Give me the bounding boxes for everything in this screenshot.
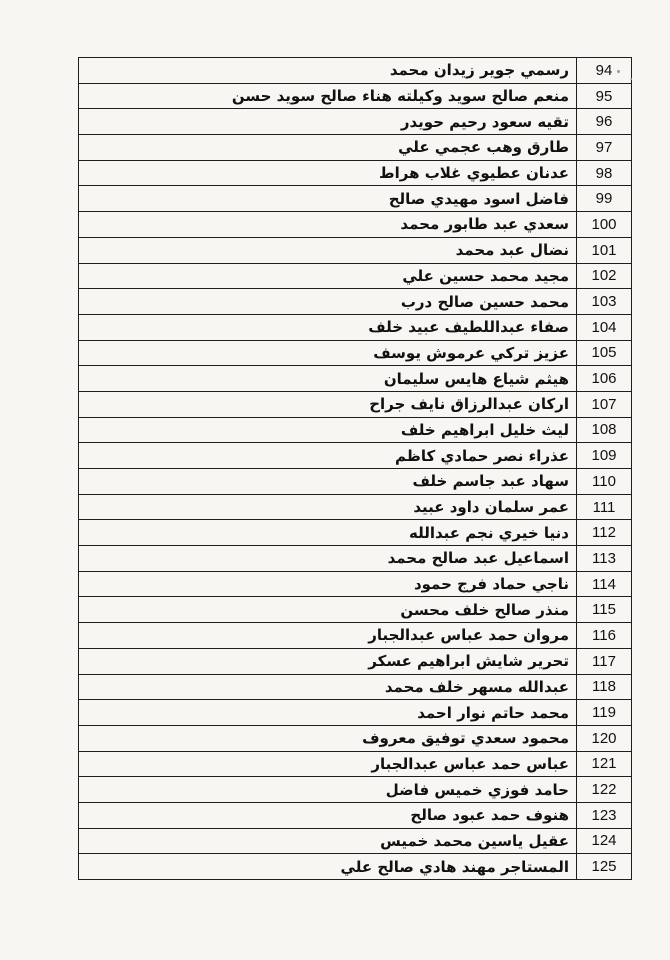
table-row bbox=[79, 725, 632, 751]
table-row bbox=[79, 854, 632, 880]
person-name-cell: عبدالله مسهر خلف محمد bbox=[79, 674, 577, 700]
row-number-cell: 107 bbox=[577, 391, 632, 417]
row-number-cell: 118 bbox=[577, 674, 632, 700]
row-number-cell: 117 bbox=[577, 648, 632, 674]
row-number-cell: 115 bbox=[577, 597, 632, 623]
row-number-cell: 121 bbox=[577, 751, 632, 777]
row-number-cell: 109 bbox=[577, 443, 632, 469]
table-row bbox=[79, 237, 632, 263]
table-row bbox=[79, 289, 632, 315]
table-row bbox=[79, 700, 632, 726]
names-table-body bbox=[79, 58, 632, 880]
table-row bbox=[79, 469, 632, 495]
row-number-cell: 123 bbox=[577, 802, 632, 828]
person-name-cell: عباس حمد عباس عبدالجبار bbox=[79, 751, 577, 777]
row-number-cell: 94 bbox=[577, 58, 632, 84]
row-number-cell: 111 bbox=[577, 494, 632, 520]
row-number-cell: 106 bbox=[577, 366, 632, 392]
row-number-cell: 112 bbox=[577, 520, 632, 546]
table-row bbox=[79, 212, 632, 238]
row-number-cell: 105 bbox=[577, 340, 632, 366]
table-row bbox=[79, 135, 632, 161]
table-row bbox=[79, 109, 632, 135]
person-name-cell: هنوف حمد عبود صالح bbox=[79, 802, 577, 828]
row-number-cell: 122 bbox=[577, 777, 632, 803]
person-name-cell: منعم صالح سويد وكيلته هناء صالح سويد حسن bbox=[79, 83, 577, 109]
row-number-cell: 98 bbox=[577, 160, 632, 186]
speck-mark bbox=[617, 70, 620, 73]
person-name-cell: محمد حاتم نوار احمد bbox=[79, 700, 577, 726]
table-row bbox=[79, 417, 632, 443]
row-number-cell: 114 bbox=[577, 571, 632, 597]
person-name-cell: ليث خليل ابراهيم خلف bbox=[79, 417, 577, 443]
table-row bbox=[79, 546, 632, 572]
row-number-cell: 120 bbox=[577, 725, 632, 751]
table-row bbox=[79, 494, 632, 520]
person-name-cell: عمر سلمان داود عبيد bbox=[79, 494, 577, 520]
row-number-cell: 125 bbox=[577, 854, 632, 880]
row-number-cell: 101 bbox=[577, 237, 632, 263]
person-name-cell: دنيا خيري نجم عبدالله bbox=[79, 520, 577, 546]
table-row bbox=[79, 263, 632, 289]
person-name-cell: عذراء نصر حمادي كاظم bbox=[79, 443, 577, 469]
row-number-cell: 119 bbox=[577, 700, 632, 726]
table-row bbox=[79, 340, 632, 366]
row-number-cell: 99 bbox=[577, 186, 632, 212]
person-name-cell: هيثم شياع هايس سليمان bbox=[79, 366, 577, 392]
speck-mark bbox=[630, 78, 632, 80]
table-row bbox=[79, 802, 632, 828]
row-number-cell: 102 bbox=[577, 263, 632, 289]
table-row bbox=[79, 597, 632, 623]
person-name-cell: منذر صالح خلف محسن bbox=[79, 597, 577, 623]
table-row bbox=[79, 366, 632, 392]
person-name-cell: فاضل اسود مهيدي صالح bbox=[79, 186, 577, 212]
table-row bbox=[79, 648, 632, 674]
person-name-cell: ناجي حماد فرج حمود bbox=[79, 571, 577, 597]
person-name-cell: حامد فوزي خميس فاضل bbox=[79, 777, 577, 803]
row-number-cell: 116 bbox=[577, 623, 632, 649]
person-name-cell: طارق وهب عجمي علي bbox=[79, 135, 577, 161]
row-number-cell: 97 bbox=[577, 135, 632, 161]
table-row bbox=[79, 58, 632, 84]
person-name-cell: مروان حمد عباس عبدالجبار bbox=[79, 623, 577, 649]
person-name-cell: محمد حسين صالح درب bbox=[79, 289, 577, 315]
table-row bbox=[79, 571, 632, 597]
person-name-cell: سهاد عبد جاسم خلف bbox=[79, 469, 577, 495]
row-number-cell: 108 bbox=[577, 417, 632, 443]
person-name-cell: عدنان عطيوي غلاب هراط bbox=[79, 160, 577, 186]
row-number-cell: 113 bbox=[577, 546, 632, 572]
row-number-cell: 103 bbox=[577, 289, 632, 315]
person-name-cell: محمود سعدي توفيق معروف bbox=[79, 725, 577, 751]
names-table bbox=[78, 57, 632, 880]
row-number-cell: 104 bbox=[577, 314, 632, 340]
person-name-cell: عزيز تركي عرموش يوسف bbox=[79, 340, 577, 366]
table-row bbox=[79, 520, 632, 546]
row-number-cell: 96 bbox=[577, 109, 632, 135]
table-row bbox=[79, 751, 632, 777]
row-number-cell: 95 bbox=[577, 83, 632, 109]
row-number-cell: 124 bbox=[577, 828, 632, 854]
person-name-cell: صفاء عبداللطيف عبيد خلف bbox=[79, 314, 577, 340]
table-row bbox=[79, 186, 632, 212]
person-name-cell: عقيل ياسين محمد خميس bbox=[79, 828, 577, 854]
table-row bbox=[79, 160, 632, 186]
person-name-cell: سعدي عبد طابور محمد bbox=[79, 212, 577, 238]
person-name-cell: اركان عبدالرزاق نايف جراح bbox=[79, 391, 577, 417]
row-number-cell: 110 bbox=[577, 469, 632, 495]
table-row bbox=[79, 83, 632, 109]
table-row bbox=[79, 777, 632, 803]
person-name-cell: رسمي جوير زيدان محمد bbox=[79, 58, 577, 84]
person-name-cell: نضال عبد محمد bbox=[79, 237, 577, 263]
table-row bbox=[79, 314, 632, 340]
table-row bbox=[79, 828, 632, 854]
person-name-cell: المستاجر مهند هادي صالح علي bbox=[79, 854, 577, 880]
table-row bbox=[79, 674, 632, 700]
person-name-cell: تحرير شايش ابراهيم عسكر bbox=[79, 648, 577, 674]
table-row bbox=[79, 391, 632, 417]
table-row bbox=[79, 623, 632, 649]
person-name-cell: مجيد محمد حسين علي bbox=[79, 263, 577, 289]
person-name-cell: اسماعيل عبد صالح محمد bbox=[79, 546, 577, 572]
person-name-cell: تقيه سعود رحيم حويدر bbox=[79, 109, 577, 135]
table-row bbox=[79, 443, 632, 469]
row-number-cell: 100 bbox=[577, 212, 632, 238]
